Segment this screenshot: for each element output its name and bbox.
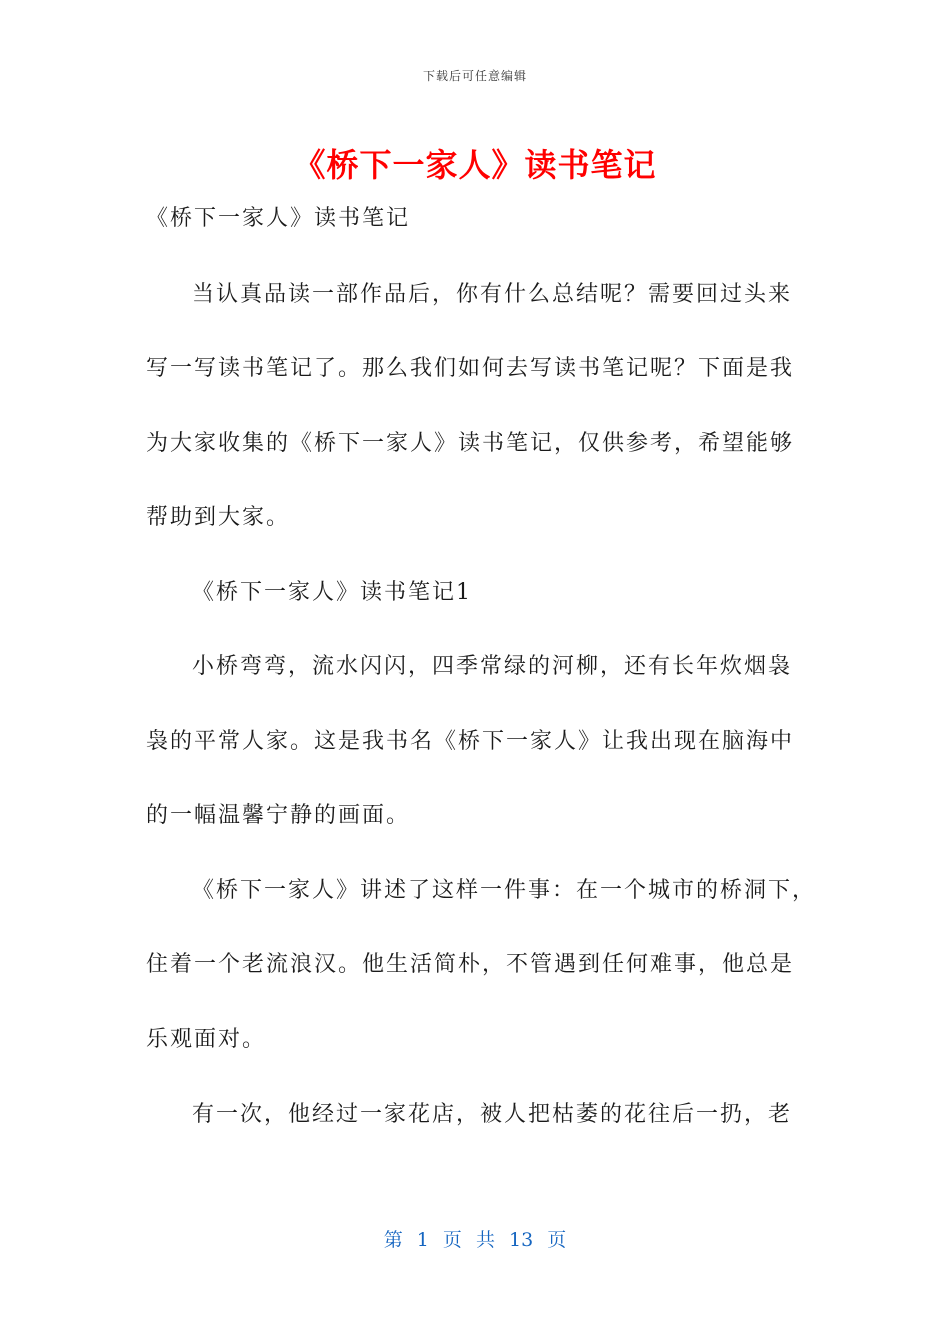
paragraph-line: 小桥弯弯，流水闪闪，四季常绿的河柳，还有长年炊烟袅: [192, 654, 793, 679]
header-note: 下载后可任意编辑: [422, 69, 527, 83]
paragraph-line: 为大家收集的《桥下一家人》读书笔记，仅供参考，希望能够: [146, 431, 795, 456]
paragraph-line: 住着一个老流浪汉。他生活简朴，不管遇到任何难事，他总是: [146, 952, 795, 977]
paragraph-line: 写一写读书笔记了。那么我们如何去写读书笔记呢？下面是我: [146, 356, 795, 381]
paragraph-line: 乐观面对。: [146, 1027, 267, 1052]
page-number-footer: 第 1 页 共 13 页: [383, 1229, 567, 1251]
section-heading: 《桥下一家人》读书笔记1: [192, 580, 472, 605]
paragraph-line: 有一次，他经过一家花店，被人把枯萎的花往后一扔，老: [192, 1102, 793, 1127]
paragraph-line: 《桥下一家人》讲述了这样一件事：在一个城市的桥洞下，: [192, 878, 817, 903]
paragraph-line: 当认真品读一部作品后，你有什么总结呢？需要回过头来: [192, 282, 793, 307]
paragraph-line: 帮助到大家。: [146, 505, 291, 530]
document-title: 《桥下一家人》读书笔记: [293, 146, 657, 184]
paragraph-line: 的一幅温馨宁静的画面。: [146, 803, 411, 828]
paragraph-line: 袅的平常人家。这是我书名《桥下一家人》让我出现在脑海中: [146, 729, 795, 754]
subtitle-line: 《桥下一家人》读书笔记: [146, 206, 411, 231]
